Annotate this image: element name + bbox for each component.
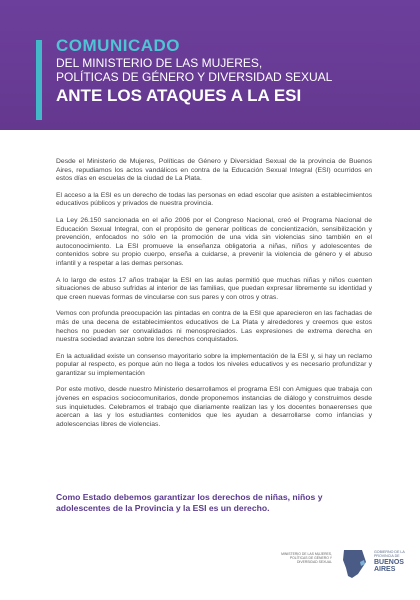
brand-big-1: BUENOS <box>374 558 404 566</box>
brand-logo <box>374 550 410 574</box>
paragraph: El acceso a la ESI es un derecho de todas las personas en edad escolar que asisten a establecimientos educativos públicos y privados de nuestra provincia. <box>56 191 372 208</box>
header-text <box>56 36 396 106</box>
subtitle-line-2: POLÍTICAS DE GÉNERO Y DIVERSIDAD SEXUAL <box>56 70 333 84</box>
brand-big-2: AIRES <box>374 566 396 574</box>
closing-statement: Como Estado debemos garantizar los derechos de niñas, niños y adolescentes de la Provincia y la ESI es un derecho. <box>56 492 323 513</box>
footer-logos <box>270 548 410 584</box>
paragraph: Desde el Ministerio de Mujeres, Políticas de Género y Diversidad Sexual de la provincia de Buenos Aires, repudiamos los actos vandálicos en contra de la Educación Sexual Integral (ESI) ocurridos en estos días en escuelas de la ciudad de La Plata. <box>56 158 372 183</box>
province-map-icon <box>340 548 368 580</box>
document-body <box>56 158 372 437</box>
paragraph: A lo largo de estos 17 años trabajar la ESI en las aulas permitió que muchas niñas y niños cuenten situaciones de abuso sufridas al interior de las familias, que puedan expresar libremente su identidad y que creen nuevas formas de vincularse con sus pares y con otros y otras. <box>56 276 372 301</box>
brand-small-text: GOBIERNO DE LA PROVINCIA DE <box>374 550 405 559</box>
subtitle-line-1: DEL MINISTERIO DE LAS MUJERES, <box>56 56 263 70</box>
paragraph: Por este motivo, desde nuestro Ministerio desarrollamos el programa ESI con Amigues que trabaja con jóvenes en espacios sociocomunitarios, donde proponemos instancias de diálogo y construimos desde sus inquietudes. Celebramos el trabajo que diariamente realizan las y los docentes bonaerenses que acercan a las y los estudiantes contenidos que les ayudan a desarrollarse como infancias y adolescencias libres de violencias. <box>56 386 372 428</box>
paragraph: Vemos con profunda preocupación las pintadas en contra de la ESI que aparecieron en las fachadas de más de una decena de establecimientos educativos de La Plata y alrededores y creemos que estos hechos no pueden ser convalidados ni menospreciados. Las expresiones de extrema derecha en nuestra sociedad avanzan sobre los derechos conquistados. <box>56 310 372 344</box>
paragraph: La Ley 26.150 sancionada en el año 2006 por el Congreso Nacional, creó el Programa Nacional de Educación Sexual Integral, con el propósito de generar políticas de concientización, sensibilización y prevención, enfocados no sólo en la promoción de una vida sin violencias sino también en el autoconocimiento. La ESI promueve la enseñanza obligatoria a niñas, niños y adolescentes de contenidos sobre su propio cuerpo, enseña a cuidarse, a prevenir la violencia de género y el abuso infantil y a respetar a las demas personas. <box>56 216 372 267</box>
ministry-label: MINISTERIO DE LAS MUJERES, POLÍTICAS DE GÉNERO Y DIVERSIDAD SEXUAL <box>281 552 332 565</box>
header-banner <box>0 0 420 130</box>
headline: ANTE LOS ATAQUES A LA ESI <box>56 86 302 105</box>
page-title: COMUNICADO <box>56 36 180 55</box>
accent-bar <box>36 40 42 120</box>
paragraph: En la actualidad existe un consenso mayoritario sobre la implementación de la ESI y, si hay un reclamo popular al respecto, es porque aún no llega a todos los niveles educativos y es necesario profundizar y garantizar su implementación <box>56 352 372 377</box>
